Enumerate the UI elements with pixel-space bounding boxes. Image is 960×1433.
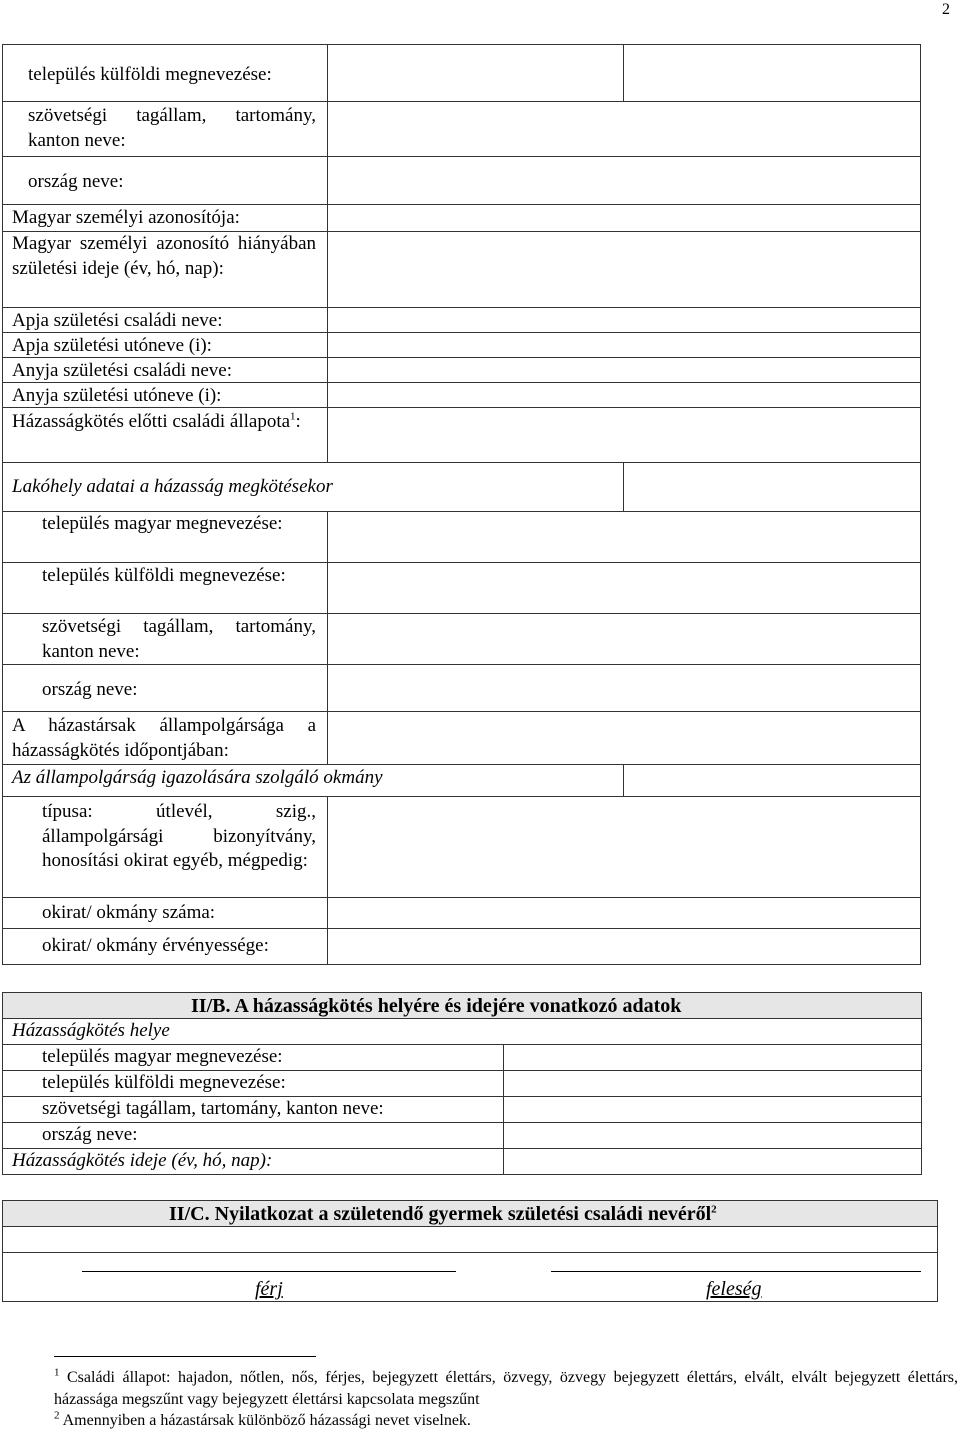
row-label: Anyja születési családi neve: <box>12 360 233 381</box>
wife-label: feleség <box>706 1278 762 1300</box>
value-field[interactable] <box>327 407 921 463</box>
footnote-text: Családi állapot: hajadon, nőtlen, nős, férjes, bejegyzett élettárs, özvegy, özvegy bejegyzett élettárs, elvált, elvált bejegyzett élettárs, házassága megszűnt vagy bejegyzett élettársi kapcsolata megszűnt <box>54 1369 959 1408</box>
footnote-ref: 2 <box>711 1203 717 1216</box>
value-field[interactable] <box>327 382 921 408</box>
row-label: ország neve: <box>42 679 138 700</box>
row-label: település magyar megnevezése: <box>42 513 283 534</box>
row-label: Házasságkötés előtti családi állapota <box>12 411 291 432</box>
value-field[interactable] <box>327 332 921 358</box>
value-field[interactable] <box>327 101 921 157</box>
value-field[interactable] <box>327 307 921 333</box>
row-label: okirat/ okmány száma: <box>42 902 216 923</box>
row-label: település külföldi megnevezése: <box>42 565 286 586</box>
value-field[interactable] <box>327 562 921 614</box>
footnote-1 <box>54 1367 958 1410</box>
footnote-2 <box>54 1410 958 1432</box>
husband-label: férj <box>255 1278 283 1300</box>
residence-heading: Lakóhely adatai a házasság megkötésekor <box>12 476 333 497</box>
name-field[interactable] <box>2 1226 938 1253</box>
row-label: szövetségi tagállam, tartomány, kanton neve: <box>42 1098 384 1119</box>
row-label: Apja születési utóneve (i): <box>12 335 212 356</box>
row-label: szövetségi tagállam, tartomány, kanton neve: <box>42 616 316 662</box>
husband-signature-line[interactable] <box>82 1271 456 1272</box>
value-field[interactable] <box>503 1122 922 1149</box>
value-field[interactable] <box>327 156 921 205</box>
signature-cell <box>2 1252 938 1302</box>
value-field[interactable] <box>327 796 921 898</box>
row-label: település magyar megnevezése: <box>42 1046 283 1067</box>
row-label: Magyar személyi azonosító hiányában születési ideje (év, hó, nap): <box>12 233 316 279</box>
value-field[interactable] <box>503 1044 922 1071</box>
row-label: szövetségi tagállam, tartomány, kanton neve: <box>28 105 316 151</box>
value-field[interactable] <box>327 511 921 563</box>
footnote-text: Amennyiben a házastársak különböző házassági nevet viselnek. <box>62 1412 471 1429</box>
page-number: 2 <box>942 1 950 18</box>
blank-cell <box>623 462 921 512</box>
wife-signature-line[interactable] <box>551 1271 921 1272</box>
place-heading: Házasságkötés helye <box>12 1020 170 1041</box>
value-field[interactable] <box>503 1148 922 1175</box>
value-field[interactable] <box>327 711 921 765</box>
date-label: Házasságkötés ideje (év, hó, nap): <box>12 1150 273 1171</box>
footnote-separator <box>54 1356 316 1357</box>
footnote-number: 2 <box>54 1409 60 1422</box>
footnote-number: 1 <box>54 1366 60 1379</box>
section3-title-text: II/C. Nyilatkozat a születendő gyermek születési családi nevéről <box>169 1203 712 1225</box>
row-label: település külföldi megnevezése: <box>42 1072 286 1093</box>
row-label: település külföldi megnevezése: <box>28 64 272 85</box>
value-field[interactable] <box>327 664 921 712</box>
value-field[interactable] <box>327 897 921 929</box>
value-field[interactable] <box>327 357 921 383</box>
doc-heading: Az állampolgárság igazolására szolgáló okmány <box>12 767 383 788</box>
row-label-tail: : <box>295 411 301 432</box>
row-label: Magyar személyi azonosítója: <box>12 207 240 228</box>
marital-status-label <box>12 410 316 435</box>
row-label: Apja születési családi neve: <box>12 310 223 331</box>
row-label: típusa: útlevél, szig., állampolgársági bizonyítvány, honosítási okirat egyéb, mégpedig: <box>42 801 316 872</box>
value-field[interactable] <box>327 231 921 308</box>
blank-cell <box>623 764 921 797</box>
value-field[interactable] <box>503 1096 922 1123</box>
citizenship-label: A házastársak állampolgársága a házasságkötés időpontjában: <box>12 715 316 761</box>
value-field[interactable] <box>327 204 921 232</box>
row-label: okirat/ okmány érvényessége: <box>42 935 269 956</box>
value-field[interactable] <box>327 44 624 102</box>
value-field[interactable] <box>503 1070 922 1097</box>
blank-cell <box>623 44 921 102</box>
section2-title: II/B. A házasságkötés helyére és idejére vonatkozó adatok <box>191 995 682 1017</box>
row-label: Anyja születési utóneve (i): <box>12 385 222 406</box>
section3-title <box>169 1201 717 1227</box>
value-field[interactable] <box>327 928 921 965</box>
footnote-ref: 1 <box>290 410 296 423</box>
value-field[interactable] <box>327 613 921 665</box>
row-label: ország neve: <box>42 1124 138 1145</box>
row-label: ország neve: <box>28 171 124 192</box>
